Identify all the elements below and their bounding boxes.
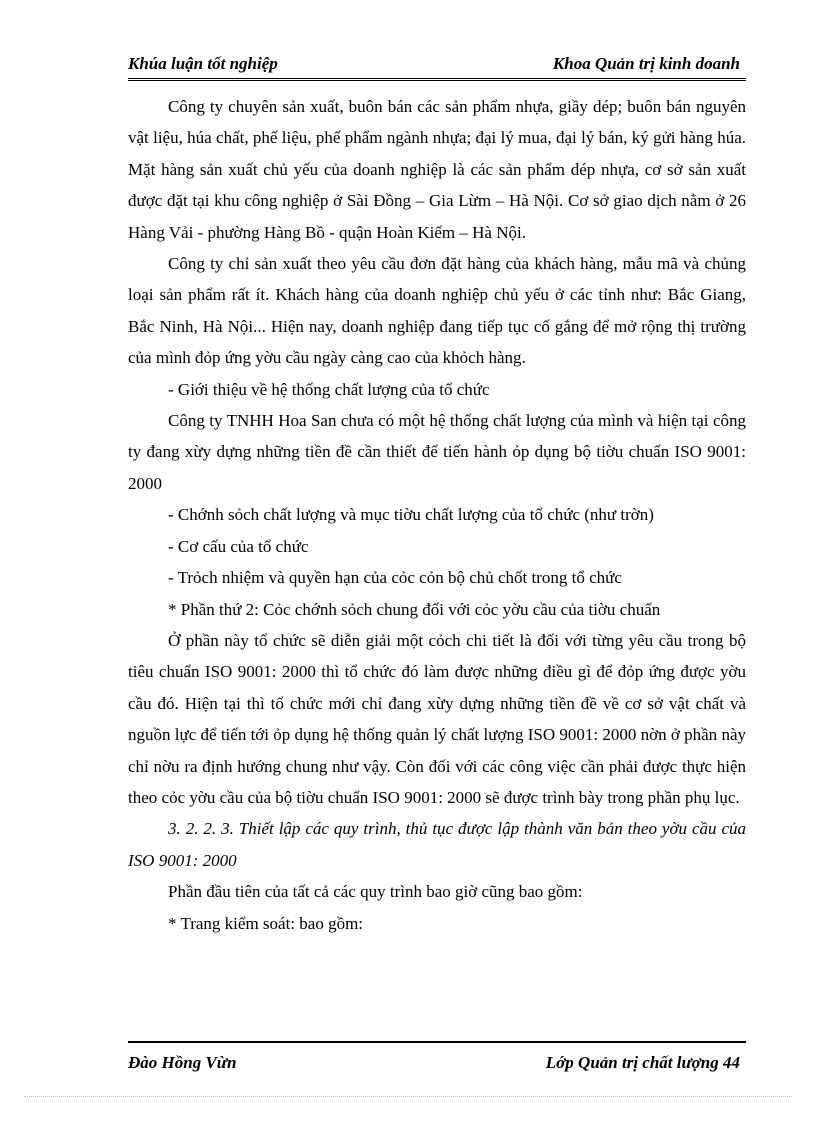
section-heading-3-2-2-3: 3. 2. 2. 3. Thiết lập các quy trình, thủ tục được lập thành văn bản theo yờu cầu của ISO 9001: 2000 — [128, 819, 746, 870]
paragraph-customers: Công ty chỉ sản xuất theo yêu cầu đơn đặt hàng của khách hàng, mẫu mã và chủng loại sản phẩm rất ít. Khách hàng của doanh nghiệp chủ yếu ở các tỉnh như: Bắc Giang, Bắc Ninh, Hà Nội... Hiện nay, doanh nghiệp đang tiếp tục cố gắng để mở rộng thị trường của mình đỏp ứng yờu cầu ngày càng cao của khỏch hàng. — [128, 254, 746, 368]
bullet-quality-policy: - Chớnh sỏch chất lượng và mục tiờu chất lượng của tổ chức (như trờn) — [168, 505, 654, 525]
page-header — [128, 46, 746, 81]
page-bottom-divider — [24, 1096, 792, 1097]
bullet-quality-system-intro: - Giới thiệu về hệ thống chất lượng của tổ chức — [168, 379, 490, 399]
bullet-part-two: * Phần thứ 2: Cỏc chớnh sỏch chung đối với cỏc yờu cầu của tiờu chuẩn — [168, 599, 661, 619]
bullet-org-structure: - Cơ cấu của tổ chức — [168, 536, 309, 556]
bullet-responsibilities: - Trỏch nhiệm và quyền hạn của cỏc cỏn bộ chủ chốt trong tổ chức — [168, 568, 622, 588]
footer-author: Đào Hồng Vừn — [128, 1053, 237, 1072]
footer-class: Lớp Quản trị chất lượng 44 — [545, 1053, 740, 1072]
paragraph-part-two-detail: Ở phần này tổ chức sẽ diễn giải một cỏch chi tiết là đối với từng yêu cầu trong bộ tiêu chuẩn ISO 9001: 2000 thì tổ chức đó làm được những điều gì để đỏp ứng được yờu cầu đó. Hiện tại thì tổ chức mới chỉ đang xừy dựng những tiền đề về cơ sở vật chất và nguồn lực để tiến tới ỏp dụng hệ thống quản lý chất lượng ISO 9001: 2000 nờn ở phần này chỉ nờu ra định hướng chung như vậy. Còn đối với các công việc cần phải được thực hiện theo cỏc yờu cầu của bộ tiờu chuẩn ISO 9001: 2000 sẽ được trình bày trong phần phụ lục. — [128, 630, 746, 807]
header-thesis-title: Khúa luận tốt nghiệp — [128, 54, 278, 73]
bullet-control-page: * Trang kiểm soát: bao gồm: — [168, 913, 364, 933]
header-faculty: Khoa Quản trị kinh doanh — [552, 54, 740, 73]
page-footer — [128, 1041, 746, 1073]
paragraph-company-business: Công ty chuyên sản xuất, buôn bán các sản phẩm nhựa, giầy dép; buôn bán nguyên vật liệu, húa chất, phế liệu, phế phẩm ngành nhựa; đại lý mua, đại lý bán, ký gửi hàng húa. Mặt hàng sản xuất chủ yếu của doanh nghiệp là các sản phẩm dép nhựa, cơ sở sản xuất được đặt tại khu công nghiệp ở Sài Đồng – Gia Lừm – Hà Nội. Cơ sở giao dịch nằm ở 26 Hàng Vải - phường Hàng Bồ - quận Hoàn Kiếm – Hà Nội. — [128, 97, 746, 242]
paragraph-hoa-san-status: Công ty TNHH Hoa San chưa có một hệ thống chất lượng của mình và hiện tại công ty đang xừy dựng những tiền đề cần thiết để tiến hành ỏp dụng bộ tiờu chuẩn ISO 9001: 2000 — [128, 411, 746, 493]
paragraph-procedure-intro: Phần đầu tiên của tất cả các quy trình bao giờ cũng bao gồm: — [168, 882, 583, 902]
document-body — [128, 91, 746, 939]
